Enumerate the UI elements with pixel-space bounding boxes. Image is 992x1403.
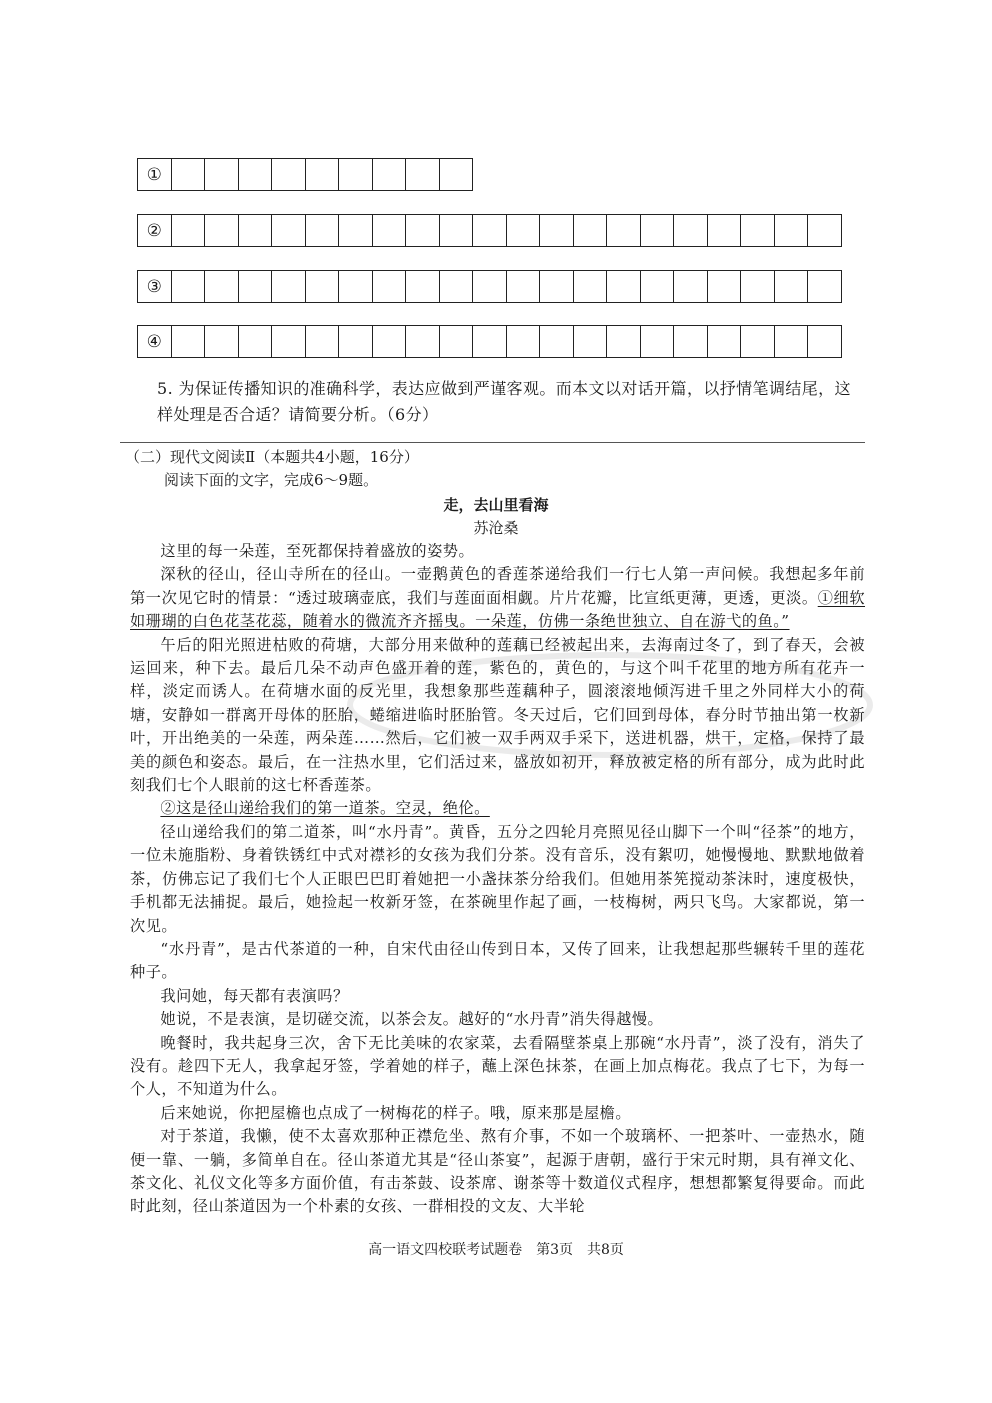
grid-cell[interactable] (306, 326, 340, 357)
paragraph-text: 她说，不是表演，是切磋交流，以茶会友。越好的“水丹青”消失得越慢。 (160, 1010, 664, 1029)
grid-cell[interactable] (272, 159, 306, 190)
grid-cell[interactable] (574, 271, 608, 302)
paragraph-text: 我问她，每天都有表演吗？ (160, 986, 349, 1005)
grid-cell[interactable] (373, 326, 407, 357)
grid-cell[interactable] (674, 271, 708, 302)
grid-cell[interactable] (172, 326, 206, 357)
article-paragraph (130, 1008, 865, 1031)
grid-cell[interactable] (440, 215, 474, 246)
grid-cell[interactable] (708, 326, 742, 357)
grid-cell[interactable] (741, 215, 775, 246)
grid-row-label: ④ (138, 326, 172, 357)
grid-cell[interactable] (540, 271, 574, 302)
grid-cell[interactable] (406, 215, 440, 246)
grid-row-label: ② (138, 215, 172, 246)
article-author: 苏沧桑 (473, 519, 519, 537)
grid-cell[interactable] (373, 215, 407, 246)
grid-cell[interactable] (708, 271, 742, 302)
grid-cell[interactable] (473, 215, 507, 246)
grid-cell[interactable] (373, 271, 407, 302)
grid-row-label: ① (138, 159, 172, 190)
paragraph-text: 径山递给我们的第二道茶，叫“水丹青”。黄昏，五分之四轮月亮照见径山脚下一个叫“径茶”的地方，一位未施脂粉、身着铁锈红中式对襟衫的女孩为我们分茶。没有音乐，没有絮叨，她慢慢地、默默地做着茶，仿佛忘记了我们七个人正眼巴巴盯着她把一小盏抹茶分给我们。但她用茶筅搅动茶沫时，速度极快，手机都无法捕捉。最后，她捡起一枚新牙签，在茶碗里作起了画，一枝梅树，两只飞鸟。大家都说，第一次见。 (130, 822, 865, 935)
grid-cell[interactable] (641, 326, 675, 357)
underlined-sentence: ①细软如珊瑚的白色花茎花蕊，随着水的微流齐齐摇曳。一朵莲，仿佛一条绝世独立、自在游弋的鱼。” (130, 588, 866, 631)
article-paragraph (130, 797, 865, 820)
article-paragraph (130, 540, 865, 563)
paragraph-text: 午后的阳光照进枯败的荷塘，大部分用来做种的莲藕已经被起出来，去海南过冬了，到了春天，会被运回来，种下去。最后几朵不动声色盛开着的莲，紫色的，黄色的，与这个叫千花里的地方所有花卉一样，淡定而诱人。在荷塘水面的反光里，我想象那些莲藕种子，圆滚滚地倾泻进千里之外同样大小的荷塘，安静如一群离开母体的胚胎，蜷缩进临时胚胎管。冬天过后，它们回到母体，春分时节抽出第一枚新叶，开出绝美的一朵莲，两朵莲……然后，它们被一双手两双手采下，送进机器，烘干，定格，保持了最美的颜色和姿态。最后，在一注热水里，它们活过来，盛放如初开，释放被定格的所有部分，成为此时此刻我们七个人眼前的这七杯香莲茶。 (130, 635, 865, 795)
grid-row-label: ③ (138, 271, 172, 302)
section-heading: （二）现代文阅读Ⅱ（本题共4小题，16分） (125, 448, 419, 466)
grid-cell[interactable] (674, 326, 708, 357)
grid-cell[interactable] (239, 215, 273, 246)
grid-cell[interactable] (808, 326, 842, 357)
grid-cell[interactable] (775, 271, 809, 302)
paragraph-text: 这里的每一朵莲，至死都保持着盛放的姿势。 (160, 542, 475, 560)
grid-cell[interactable] (574, 326, 608, 357)
grid-cell[interactable] (674, 215, 708, 246)
grid-cell[interactable] (205, 215, 239, 246)
grid-cell[interactable] (808, 215, 842, 246)
grid-cell[interactable] (607, 215, 641, 246)
article-paragraph (130, 634, 865, 798)
grid-cell[interactable] (641, 215, 675, 246)
question-5: 5. 为保证传播知识的准确科学，表达应做到严谨客观。而本文以对话开篇，以抒情笔调结尾，这样处理是否合适？请简要分析。（6分） (157, 379, 851, 424)
grid-cell[interactable] (507, 215, 541, 246)
grid-cell[interactable] (272, 271, 306, 302)
grid-cell[interactable] (272, 215, 306, 246)
grid-cell[interactable] (641, 271, 675, 302)
grid-cell[interactable] (406, 159, 440, 190)
answer-grid-row (137, 214, 842, 247)
article-paragraph (130, 1032, 865, 1102)
grid-cell[interactable] (440, 271, 474, 302)
grid-cell[interactable] (607, 326, 641, 357)
grid-cell[interactable] (540, 326, 574, 357)
grid-cell[interactable] (507, 271, 541, 302)
grid-cell[interactable] (306, 215, 340, 246)
grid-cell[interactable] (339, 326, 373, 357)
grid-cell[interactable] (406, 271, 440, 302)
grid-cell[interactable] (741, 271, 775, 302)
grid-cell[interactable] (239, 159, 273, 190)
grid-cell[interactable] (339, 215, 373, 246)
page-footer: 高一语文四校联考试题卷 第3页 共8页 (368, 1242, 624, 1258)
underlined-sentence: ②这是径山递给我们的第一道茶。空灵，绝伦。 (160, 799, 490, 818)
grid-cell[interactable] (741, 326, 775, 357)
grid-cell[interactable] (306, 271, 340, 302)
article-paragraph (130, 1102, 865, 1125)
grid-cell[interactable] (339, 159, 373, 190)
paragraph-text: 后来她说，你把屋檐也点成了一树梅花的样子。哦，原来那是屋檐。 (160, 1103, 632, 1122)
article-body (130, 540, 865, 1219)
grid-cell[interactable] (172, 271, 206, 302)
grid-cell[interactable] (507, 326, 541, 357)
grid-cell[interactable] (574, 215, 608, 246)
grid-cell[interactable] (239, 326, 273, 357)
grid-cell[interactable] (205, 326, 239, 357)
grid-cell[interactable] (473, 271, 507, 302)
grid-cell[interactable] (306, 159, 340, 190)
grid-cell[interactable] (808, 271, 842, 302)
section-divider (120, 442, 865, 443)
paragraph-text: 晚餐时，我共起身三次，舍下无比美味的农家菜，去看隔壁茶桌上那碗“水丹青”，淡了没有，消失了没有。趁四下无人，我拿起牙签，学着她的样子，蘸上深色抹茶，在画上加点梅花。我点了七下，为每一个人，不知道为什么。 (130, 1033, 865, 1099)
article-paragraph (130, 938, 865, 985)
grid-cell[interactable] (205, 159, 239, 190)
grid-cell[interactable] (205, 271, 239, 302)
answer-grid-row (137, 325, 842, 358)
grid-cell[interactable] (172, 215, 206, 246)
grid-cell[interactable] (775, 326, 809, 357)
grid-cell[interactable] (239, 271, 273, 302)
grid-cell[interactable] (339, 271, 373, 302)
article-paragraph (130, 985, 865, 1008)
article-title: 走，去山里看海 (443, 496, 549, 514)
paragraph-text: “水丹青”，是古代茶道的一种，自宋代由径山传到日本，又传了回来，让我想起那些辗转千里的莲花种子。 (130, 939, 865, 982)
grid-cell[interactable] (708, 215, 742, 246)
paragraph-text: 深秋的径山，径山寺所在的径山。一壶鹅黄色的香莲茶递给我们一行七人第一声问候。我想起多年前第一次见它时的情景：“透过玻璃壶底，我们与莲面面相觑。片片花瓣，比宣纸更薄，更透，更淡。 (130, 565, 865, 607)
section-instruction: 阅读下面的文字，完成6～9题。 (164, 471, 379, 489)
paragraph-text: 对于茶道，我懒，使不太喜欢那种正襟危坐、熬有介事，不如一个玻璃杯、一把茶叶、一壶热水，随便一靠、一躺，多简单自在。径山茶道尤其是“径山茶宴”，起源于唐朝，盛行于宋元时期，具有禅文化、茶文化、礼仪文化等多方面价值，有击茶鼓、设茶席、谢茶等十数道仪式程序，想想都繁复得要命。而此时此刻，径山茶道因为一个朴素的女孩、一群相投的文友、大半轮 (130, 1127, 865, 1216)
grid-cell[interactable] (373, 159, 407, 190)
answer-grid-row (137, 158, 473, 191)
article-paragraph (130, 563, 865, 633)
article-paragraph (130, 1125, 865, 1219)
grid-cell[interactable] (775, 215, 809, 246)
grid-cell[interactable] (172, 159, 206, 190)
grid-cell[interactable] (473, 326, 507, 357)
grid-cell[interactable] (272, 326, 306, 357)
article-paragraph (130, 821, 865, 938)
grid-cell[interactable] (440, 326, 474, 357)
answer-grid-row (137, 270, 842, 303)
grid-cell[interactable] (406, 326, 440, 357)
grid-cell[interactable] (440, 159, 474, 190)
grid-cell[interactable] (540, 215, 574, 246)
grid-cell[interactable] (607, 271, 641, 302)
